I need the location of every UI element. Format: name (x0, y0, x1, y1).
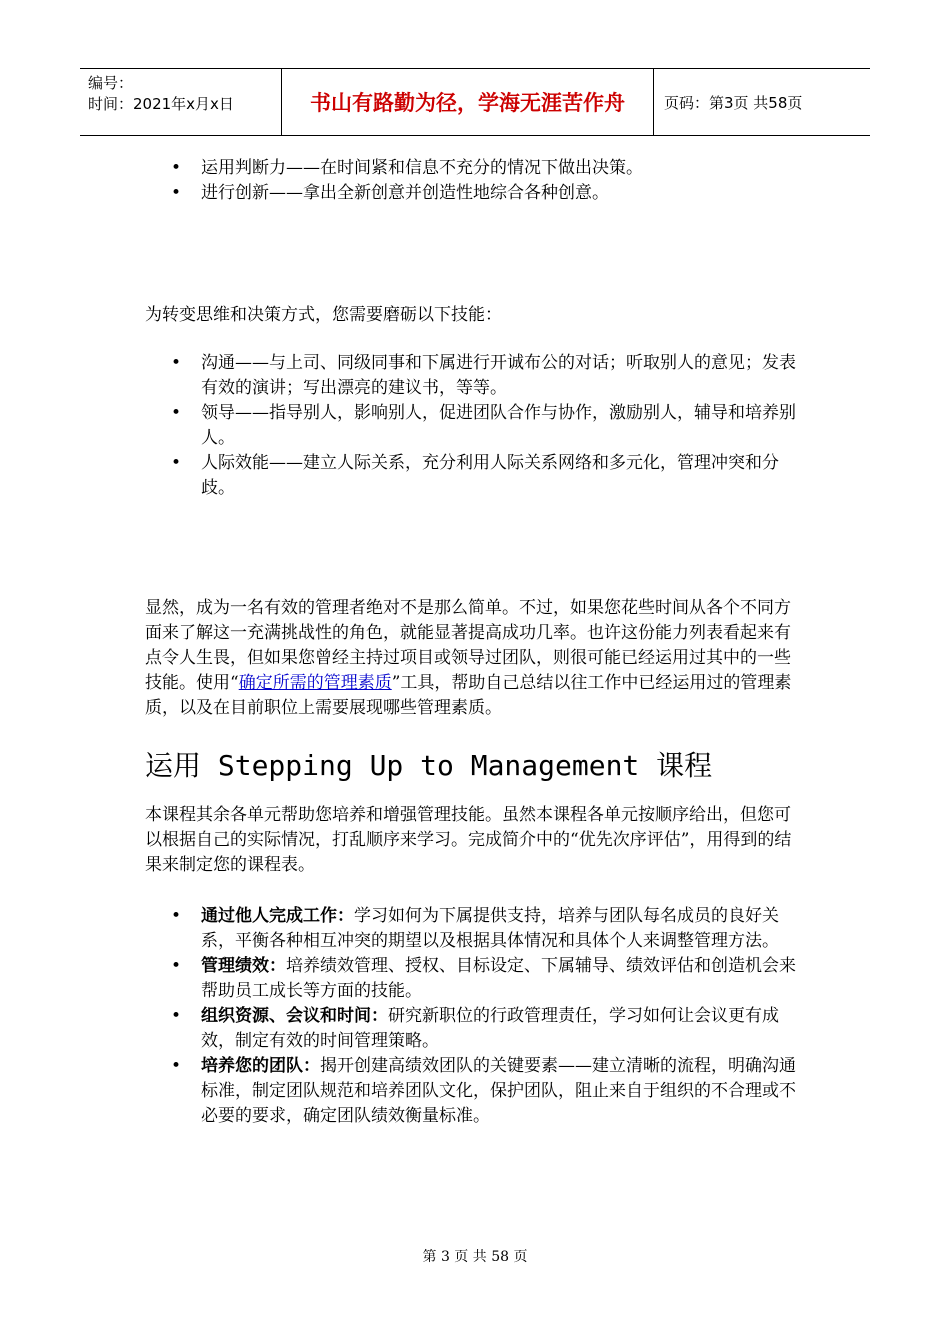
list-item: • 沟通——与上司、同级同事和下属进行开诚布公的对话；听取别人的意见；发表有效的演讲；写出漂亮的建议书，等等。 (145, 351, 805, 401)
page-header (80, 68, 870, 136)
skills-intro: 为转变思维和决策方式，您需要磨砺以下技能： (145, 305, 502, 325)
list-item (145, 1054, 805, 1129)
unit-title: 通过他人完成工作： (201, 906, 354, 926)
page-footer: 第 3 页 共 58 页 (422, 1249, 528, 1265)
header-motto: 书山有路勤为径，学海无涯苦作舟 (282, 69, 654, 135)
judgment-list (145, 156, 805, 206)
list-item (145, 1004, 805, 1054)
skills-list (145, 351, 805, 501)
summary-text-2: ”工具，帮助自己总结以往工作中已经运用过的管理素质，以及在目前职位上需要展现哪些管理素质。 (145, 673, 792, 718)
list-item: • 进行创新——拿出全新创意并创造性地综合各种创意。 (145, 181, 805, 206)
unit-title: 管理绩效： (201, 956, 286, 976)
list-item (145, 954, 805, 1004)
header-page-info: 页码：第3页 共58页 (664, 93, 803, 112)
summary-paragraph (145, 596, 805, 721)
list-item: • 领导——指导别人，影响别人，促进团队合作与协作，激励别人，辅导和培养别人。 (145, 401, 805, 451)
unit-text: 研究新职位的行政管理责任，学习如何让会议更有成效，制定有效的时间管理策略。 (201, 1006, 779, 1051)
list-item: • 人际效能——建立人际关系，充分利用人际关系网络和多元化，管理冲突和分歧。 (145, 451, 805, 501)
summary-text-1: 显然，成为一名有效的管理者绝对不是那么简单。不过，如果您花些时间从各个不同方面来了解这一充满挑战性的角色，就能显著提高成功几率。也许这份能力列表看起来有点令人生畏，但如果您曾经主持过项目或领导过团队，则很可能已经运用过其中的一些技能。使用“ (145, 598, 791, 693)
header-meta (80, 69, 282, 135)
unit-text: 揭开创建高绩效团队的关键要素——建立清晰的流程，明确沟通标准，制定团队规范和培养团队文化，保护团队，阻止来自于组织的不合理或不必要的要求，确定团队绩效衡量标准。 (201, 1056, 796, 1126)
unit-text: 培养绩效管理、授权、目标设定、下属辅导、绩效评估和创造机会来帮助员工成长等方面的技能。 (201, 956, 796, 1001)
document-body (145, 156, 805, 1129)
time-label: 时间：2021年x月x日 (88, 95, 234, 113)
unit-title: 组织资源、会议和时间： (201, 1006, 388, 1026)
number-label: 编号： (88, 74, 134, 92)
unit-title: 培养您的团队： (201, 1056, 320, 1076)
management-qualities-link[interactable]: 确定所需的管理素质 (238, 673, 392, 693)
list-item: • 运用判断力——在时间紧和信息不充分的情况下做出决策。 (145, 156, 805, 181)
course-units-list (145, 904, 805, 1129)
course-paragraph: 本课程其余各单元帮助您培养和增强管理技能。虽然本课程各单元按顺序给出，但您可以根据自己的实际情况，打乱顺序来学习。完成简介中的“优先次序评估”，用得到的结果来制定您的课程表。 (145, 805, 792, 875)
list-item (145, 904, 805, 954)
section-heading: 运用 Stepping Up to Management 课程 (145, 749, 713, 782)
unit-text: 学习如何为下属提供支持，培养与团队每名成员的良好关系，平衡各种相互冲突的期望以及根据具体情况和具体个人来调整管理方法。 (201, 906, 779, 951)
